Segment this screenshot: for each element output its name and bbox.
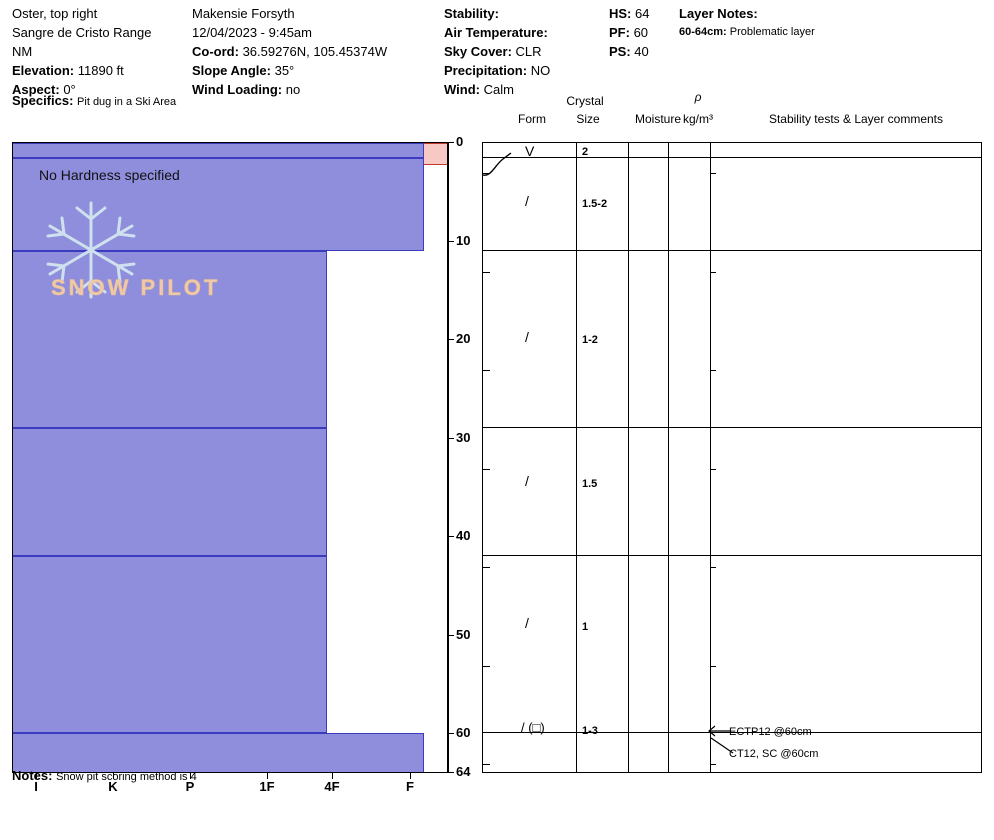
aspect-label: Aspect: xyxy=(12,82,60,97)
notes-value: Snow pit scoring method is 4 xyxy=(56,771,197,783)
stability-label: Stability: xyxy=(444,6,499,21)
tick-mark xyxy=(483,469,490,470)
depth-label-0: 0 xyxy=(456,134,464,149)
crystal-form-4: / xyxy=(525,615,529,631)
header-observer xyxy=(192,4,442,23)
specifics-row xyxy=(12,93,176,108)
elevation-value: 11890 ft xyxy=(77,63,124,78)
specifics-value: Pit dug in a Ski Area xyxy=(77,96,177,108)
range-value: Sangre de Cristo Range xyxy=(12,25,152,40)
crystal-form-5: / (□) xyxy=(521,720,545,735)
crystal-form-2: / xyxy=(525,329,529,345)
elevation-label: Elevation: xyxy=(12,63,75,78)
watermark-text: SNOW PILOT xyxy=(51,275,221,300)
header-state xyxy=(12,42,192,61)
layer-notes-title xyxy=(679,4,979,23)
slope-angle-label: Slope Angle: xyxy=(192,63,271,78)
layer-divider-42cm xyxy=(483,555,981,556)
header-wind-loading xyxy=(192,80,442,99)
pf-label: PF: xyxy=(609,25,630,40)
pf-value: 60 xyxy=(633,25,649,40)
tick-mark xyxy=(483,272,490,273)
precipitation-label: Precipitation: xyxy=(444,63,528,78)
density-units-header: kg/m³ xyxy=(683,112,713,126)
header-pit-name xyxy=(12,4,192,23)
depth-tick xyxy=(448,772,454,773)
depth-tick xyxy=(448,733,454,734)
header-column-measurements xyxy=(609,4,679,61)
layer-table-header xyxy=(482,90,982,142)
ps-label: PS: xyxy=(609,44,631,59)
column-divider-size xyxy=(628,143,629,772)
hardness-label-P: P xyxy=(185,779,195,794)
layer-bar-2 xyxy=(13,251,327,428)
specifics-label: Specifics: xyxy=(12,93,74,108)
depth-label-64: 64 xyxy=(456,764,471,779)
header-slope-angle xyxy=(192,61,442,80)
density-tick xyxy=(710,764,716,765)
depth-axis xyxy=(448,134,482,779)
grain-size-2: 1-2 xyxy=(582,334,598,346)
depth-label-40: 40 xyxy=(456,528,471,543)
depth-tick xyxy=(448,241,454,242)
layer-bar-0 xyxy=(13,143,424,158)
grain-size-3: 1.5 xyxy=(582,478,598,490)
layer-note-range: 60-64cm: xyxy=(679,26,727,38)
header-range xyxy=(12,23,192,42)
air-temp-label: Air Temperature: xyxy=(444,25,548,40)
tick-mark xyxy=(483,370,490,371)
aspect-value: 0° xyxy=(63,82,76,97)
moisture-header: Moisture xyxy=(634,112,681,126)
crystal-form-1: / xyxy=(525,193,529,209)
density-tick xyxy=(710,567,716,568)
hardness-label-4F: 4F xyxy=(324,779,340,794)
density-tick xyxy=(710,666,716,667)
depth-tick xyxy=(448,142,454,143)
density-tick xyxy=(710,370,716,371)
size-header: Size xyxy=(576,112,600,126)
hardness-label-F: F xyxy=(406,779,414,794)
header-sky-cover xyxy=(444,42,609,61)
density-tick xyxy=(710,469,716,470)
density-tick xyxy=(710,272,716,273)
ectp12-annotation: ECTP12 @60cm xyxy=(729,726,812,738)
header-precipitation xyxy=(444,61,609,80)
notes-label: Notes: xyxy=(12,768,53,783)
wind-loading-value: no xyxy=(285,82,301,97)
tick-mark xyxy=(483,567,490,568)
layer-bar-3 xyxy=(13,428,327,556)
tick-mark xyxy=(483,764,490,765)
header-column-weather xyxy=(444,4,609,99)
depth-label-50: 50 xyxy=(456,627,471,642)
hs-label: HS: xyxy=(609,6,632,21)
header-hs xyxy=(609,4,679,23)
ct12-annotation: CT12, SC @60cm xyxy=(729,748,819,760)
depth-label-20: 20 xyxy=(456,331,471,346)
layer-divider-1.5cm xyxy=(483,157,981,158)
hardness-label-I: I xyxy=(34,779,38,794)
layer-bar-4 xyxy=(13,556,327,733)
layer-divider-11cm xyxy=(483,250,981,251)
header-column-location xyxy=(12,4,192,99)
crystal-header: Crystal xyxy=(566,94,604,108)
sky-cover-value: CLR xyxy=(515,44,542,59)
depth-tick xyxy=(448,438,454,439)
layer-note-item xyxy=(679,23,979,42)
depth-tick xyxy=(448,339,454,340)
column-divider-moisture xyxy=(668,143,669,772)
grain-size-0: 2 xyxy=(582,146,589,158)
pit-name-value: Oster, top right xyxy=(12,6,98,21)
depth-tick xyxy=(448,635,454,636)
grain-size-5: 1-3 xyxy=(582,725,598,737)
crystal-form-3: / xyxy=(525,473,529,489)
column-divider-density xyxy=(710,143,711,772)
density-symbol-header: ρ xyxy=(694,90,702,104)
hardness-label-K: K xyxy=(108,779,118,794)
header-column-observer xyxy=(192,4,442,99)
crystal-form-0: V xyxy=(525,143,535,159)
layer-bar-5 xyxy=(13,733,424,773)
coord-label: Co-ord: xyxy=(192,44,239,59)
grain-size-1: 1.5-2 xyxy=(582,198,608,210)
hardness-chart xyxy=(12,142,448,773)
column-divider-form xyxy=(576,143,577,772)
depth-label-30: 30 xyxy=(456,430,471,445)
depth-tick xyxy=(448,536,454,537)
depth-axis-line xyxy=(448,142,449,773)
header-stability xyxy=(444,4,609,23)
wind-value: Calm xyxy=(483,82,514,97)
no-hardness-label: No Hardness specified xyxy=(39,167,180,183)
header-pf xyxy=(609,23,679,42)
wind-label: Wind: xyxy=(444,82,480,97)
header-coord xyxy=(192,42,442,61)
datetime-value: 12/04/2023 - 9:45am xyxy=(192,25,312,40)
density-tick xyxy=(710,173,716,174)
hs-value: 64 xyxy=(635,6,650,21)
depth-label-10: 10 xyxy=(456,233,471,248)
hardness-label-1F: 1F xyxy=(259,779,275,794)
sky-cover-label: Sky Cover: xyxy=(444,44,512,59)
header-column-layer-notes xyxy=(679,4,979,42)
slope-angle-value: 35° xyxy=(274,63,295,78)
tick-mark xyxy=(483,666,490,667)
layer-note-text: Problematic layer xyxy=(729,26,815,38)
ps-value: 40 xyxy=(634,44,649,59)
observer-value: Makensie Forsyth xyxy=(192,6,295,21)
wind-loading-label: Wind Loading: xyxy=(192,82,283,97)
stability-header: Stability tests & Layer comments xyxy=(768,112,944,126)
surface-squiggle-icon xyxy=(483,143,523,183)
coord-value: 36.59276N, 105.45374W xyxy=(242,44,388,59)
grain-size-4: 1 xyxy=(582,621,589,633)
precipitation-value: NO xyxy=(530,63,551,78)
notes-row xyxy=(12,768,197,783)
layer-notes-title-label: Layer Notes: xyxy=(679,6,758,21)
depth-label-60: 60 xyxy=(456,725,471,740)
layer-table xyxy=(482,142,982,773)
header-datetime xyxy=(192,23,442,42)
header-ps xyxy=(609,42,679,61)
header-elevation xyxy=(12,61,192,80)
state-value: NM xyxy=(12,44,33,59)
form-header: Form xyxy=(518,112,546,126)
layer-divider-29cm xyxy=(483,427,981,428)
header-air-temp xyxy=(444,23,609,42)
